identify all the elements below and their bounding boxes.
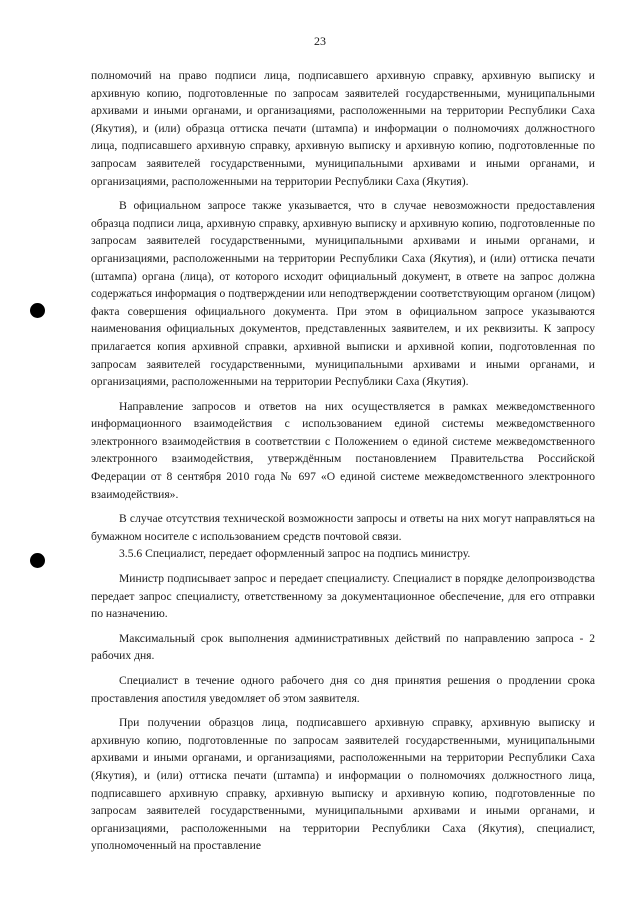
paragraph: В случае отсутствия технической возможности запросы и ответы на них могут направляться на бумажном носителе с использованием средств почтовой связи. [91,512,595,543]
document-body [91,67,595,855]
paragraph: полномочий на право подписи лица, подписавшего архивную справку, архивную выписку и архивную копию, подготовленные по запросам заявителей государственными, муниципальными архивами и иными органами, и организациями, расположенными на территории Республики Саха (Якутия), и (или) образца оттиска печати (штампа) и информации о полномочиях должностного лица, подписавшего архивную справку, архивную выписку и архивную копию, подготовленные по запросам заявителей государственными, муниципальными архивами и иными органами, и организациями, расположенными на территории Республики Саха (Якутия). [91,69,595,188]
page-number: 23 [314,34,326,48]
paragraph: Направление запросов и ответов на них осуществляется в рамках межведомственного информационного взаимодействия с использованием единой системы межведомственного электронного взаимодействия в соответствии с Положением о единой системе межведомственного электронного взаимодействия, утверждённым постановлением Правительства Российской Федерации от 8 сентября 2010 года № 697 «О единой системе межведомственного электронного взаимодействия». [91,399,595,501]
paragraph: 3.5.6 Специалист, передает оформленный запрос на подпись министру. [119,547,471,561]
paragraph: Специалист в течение одного рабочего дня со дня принятия решения о продлении срока проставления апостиля уведомляет об этом заявителя. [91,674,595,705]
paragraph: В официальном запросе также указывается, что в случае невозможности предоставления образца подписи лица, архивную справку, архивную выписку и архивную копию, подготовленные по запросам заявителей государственными, муниципальными архивами и иными органами, и организациями, расположенными на территории Республики Саха (Якутия), и (или) оттиска печати (штампа) органа (лица), от которого исходит официальный документ, в ответе на запрос должна содержаться информация о подтверждении или неподтверждении соответствующим органом (лицом) факта совершения официального документа. При этом в официальном запросе указываются наименования официальных документов, представленных заявителем, и их реквизиты. К запросу прилагается копия архивной справки, архивной выписки и архивной копии, подготовленная по запросам заявителей государственными, муниципальными архивами и иными органами, и организациями, расположенными на территории Республики Саха (Якутия). [91,199,595,389]
paragraph: При получении образцов лица, подписавшего архивную справку, архивную выписку и архивную копию, подготовленные по запросам заявителей государственными, муниципальными архивами и иными органами, и организациями, расположенными на территории Республики Саха (Якутия), и (или) оттиска печати (штампа) и информации о полномочиях должностного лица, подписавшего архивную справку, архивную выписку и архивную копию, подготовленные по запросам заявителей государственными, муниципальными архивами и иными органами, и организациями, расположенными на территории Республики Саха (Якутия), специалист, уполномоченный на проставление [91,716,595,853]
punch-hole-mark [30,303,45,318]
paragraph: Министр подписывает запрос и передает специалисту. Специалист в порядке делопроизводства передает запрос специалисту, ответственному за документационное обеспечение, для его отправки по назначению. [91,572,595,621]
paragraph: Максимальный срок выполнения административных действий по направлению запроса - 2 рабочих дня. [91,631,595,663]
punch-hole-mark [30,553,45,568]
